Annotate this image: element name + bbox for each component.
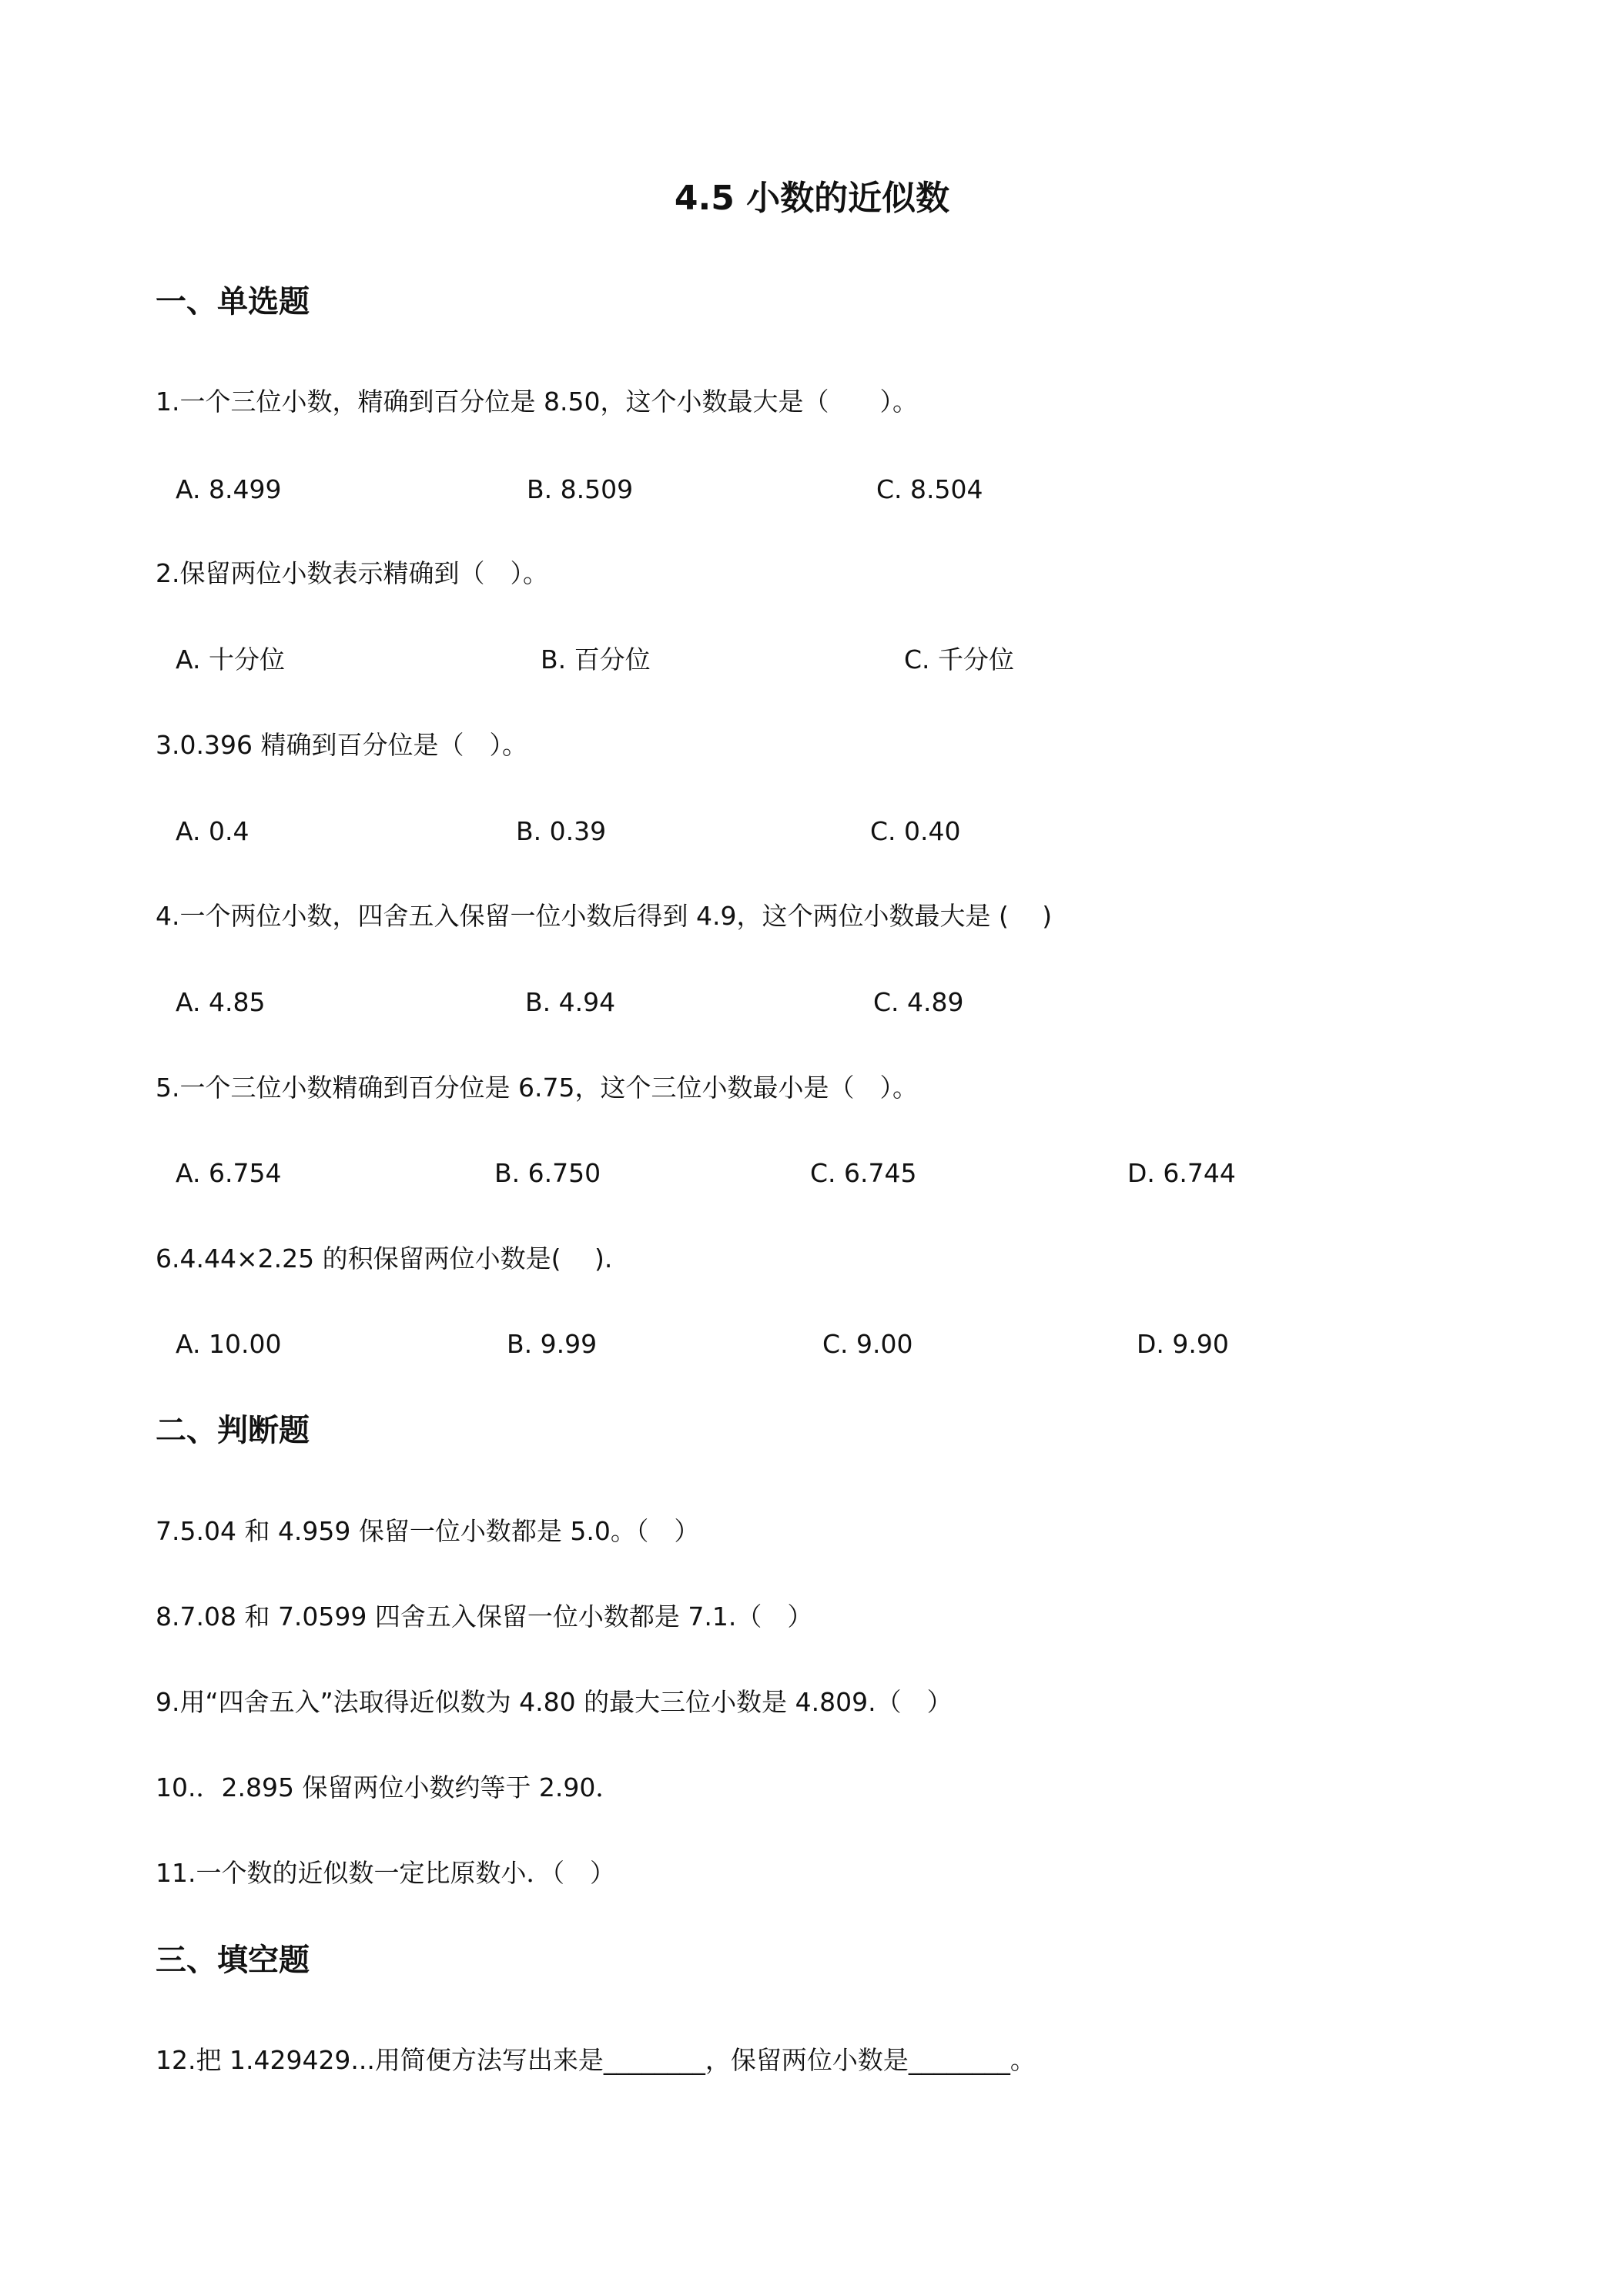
question-8: 8.7.08 和 7.0599 四舍五入保留一位小数都是 7.1.（ ） <box>156 1602 813 1632</box>
question-2: 2.保留两位小数表示精确到（ ）。 <box>156 558 548 588</box>
question-10: 10.．2.895 保留两位小数约等于 2.90． <box>156 1772 621 1802</box>
page-title: 4.5 小数的近似数 <box>674 179 950 218</box>
question-5-option-d: D. 6.744 <box>1127 1158 1236 1188</box>
question-6-option-d: D. 9.90 <box>1137 1329 1229 1359</box>
question-6-option-c: C. 9.00 <box>822 1329 913 1359</box>
question-4-option-c: C. 4.89 <box>873 987 964 1017</box>
question-1: 1.一个三位小数，精确到百分位是 8.50，这个小数最大是（ ）。 <box>156 387 918 417</box>
question-1-option-a: A. 8.499 <box>176 474 282 504</box>
question-9: 9.用“四舍五入”法取得近似数为 4.80 的最大三位小数是 4.809.（ ） <box>156 1687 953 1717</box>
question-2-option-a: A. 十分位 <box>176 644 285 674</box>
question-6: 6.4.44×2.25 的积保留两位小数是( ). <box>156 1243 613 1274</box>
question-12: 12.把 1.429429...用简便方法写出来是________，保留两位小数是________。 <box>156 2045 1036 2075</box>
question-3-option-c: C. 0.40 <box>870 816 961 846</box>
question-4-option-b: B. 4.94 <box>525 987 616 1017</box>
question-3: 3.0.396 精确到百分位是（ ）。 <box>156 730 527 760</box>
section-heading-single-choice: 一、单选题 <box>156 284 310 320</box>
question-3-option-a: A. 0.4 <box>176 816 249 846</box>
question-7: 7.5.04 和 4.959 保留一位小数都是 5.0。（ ） <box>156 1516 700 1546</box>
section-heading-true-false: 二、判断题 <box>156 1413 310 1448</box>
question-2-option-b: B. 百分位 <box>541 644 651 674</box>
question-2-option-c: C. 千分位 <box>904 644 1015 674</box>
question-6-option-a: A. 10.00 <box>176 1329 282 1359</box>
question-1-option-b: B. 8.509 <box>527 474 634 504</box>
question-4-option-a: A. 4.85 <box>176 987 266 1017</box>
question-5: 5.一个三位小数精确到百分位是 6.75，这个三位小数最小是（ ）。 <box>156 1073 918 1103</box>
question-5-option-c: C. 6.745 <box>810 1158 917 1188</box>
question-1-option-c: C. 8.504 <box>876 474 983 504</box>
question-5-option-b: B. 6.750 <box>494 1158 601 1188</box>
section-heading-fill-in: 三、填空题 <box>156 1943 310 1978</box>
question-3-option-b: B. 0.39 <box>516 816 607 846</box>
question-5-option-a: A. 6.754 <box>176 1158 282 1188</box>
question-6-option-b: B. 9.99 <box>507 1329 598 1359</box>
question-4: 4.一个两位小数，四舍五入保留一位小数后得到 4.9，这个两位小数最大是 ( ) <box>156 901 1053 931</box>
question-11: 11.一个数的近似数一定比原数小．（ ） <box>156 1858 615 1888</box>
